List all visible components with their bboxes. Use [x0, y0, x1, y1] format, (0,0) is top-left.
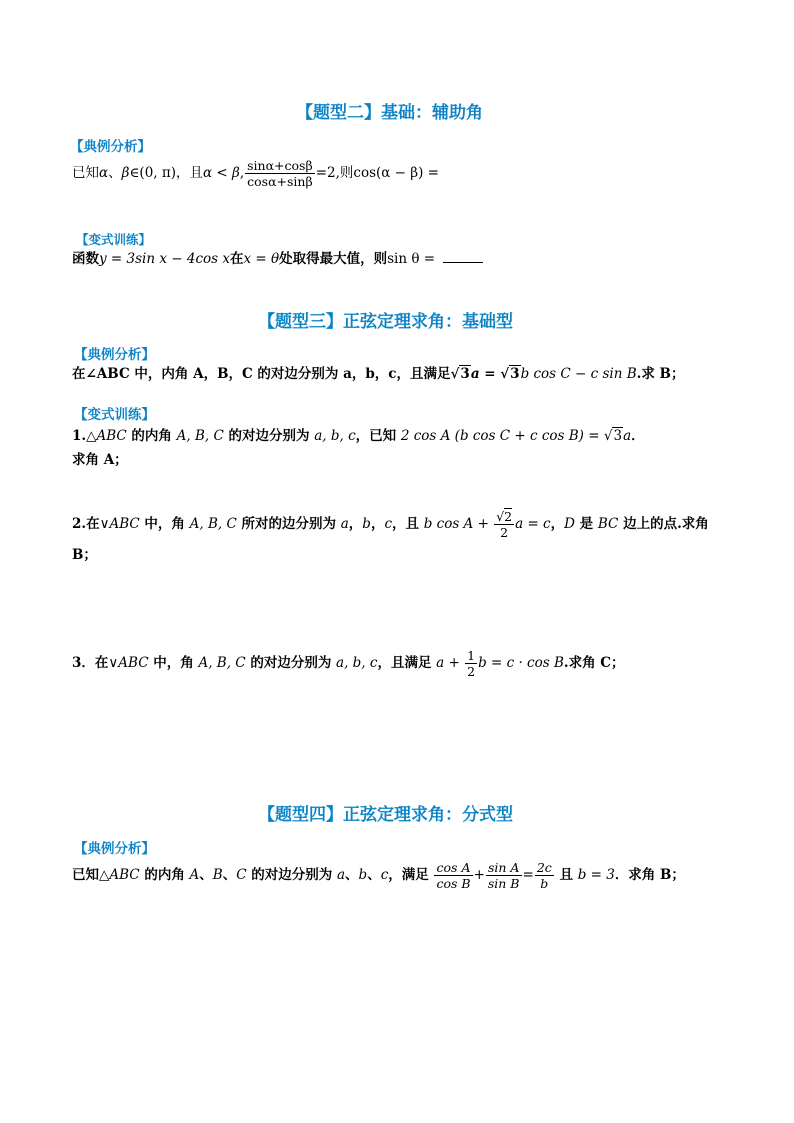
sqrt: √3 [603, 428, 623, 444]
text-segment: ∈(0, π)，且 [129, 165, 204, 181]
text-segment: 所对的边分别为 [236, 516, 341, 532]
question-number: 1. [72, 428, 87, 444]
fraction [486, 860, 522, 891]
math-expression: b = c · cos B [478, 655, 564, 671]
section-4-title: 【题型四】正弦定理求角：分式型 [258, 805, 513, 825]
math-var: D [564, 516, 575, 532]
math-expression: x = θ [243, 251, 280, 267]
text-segment: 中，角 [148, 655, 199, 671]
text-segment: ．求角 B； [614, 867, 685, 883]
text-segment: 的内角 [139, 867, 190, 883]
text-segment: ，且满足 [377, 655, 437, 671]
math-expression: b cos A + [423, 516, 494, 532]
math-triangle: △ABC [86, 428, 127, 444]
text-segment: 在∠ABC 中，内角 A，B，C 的对边分别为 a，b，c，且满足 [72, 366, 451, 382]
section-3-example-problem [72, 365, 684, 383]
section-4-example-label: 【典例分析】 [74, 841, 155, 857]
section-3-question-2-line-2: B； [72, 547, 97, 563]
math-var: B [212, 867, 223, 883]
math-var: c [380, 867, 389, 883]
fraction-denominator: 2 [467, 664, 476, 679]
fraction-denominator: cosα+sinβ [247, 174, 313, 189]
text-segment: 边上的点.求角 [618, 516, 709, 532]
math-var: c [384, 516, 392, 532]
text-segment: 的对边分别为 [245, 655, 337, 671]
math-angles: A, B, C [189, 516, 237, 532]
section-3-question-2: 2.在∨ABC 中，角 A, B, C 所对的边分别为 a，b，c，且 b cos A + $\frac{√2}{2}$ a = c，D 是 BC 边上的点.求角 [72, 509, 709, 540]
math-var: C [236, 867, 247, 883]
fraction [245, 158, 315, 189]
section-3-example-label: 【典例分析】 [74, 347, 155, 363]
section-4-example-problem [72, 860, 685, 891]
math-expression: 2 cos A (b cos C + c cos B) = [400, 428, 604, 444]
text-segment: 、 [367, 867, 381, 883]
math-expression: b cos C − c sin B [520, 366, 637, 382]
fraction-numerator: sin A [486, 860, 522, 876]
sqrt-radicand: 3 [613, 428, 623, 444]
sqrt: √3 [450, 366, 470, 382]
text-segment: , [239, 165, 245, 181]
section-2-variant-label: 【变式训练】 [76, 232, 152, 247]
math-var: a [336, 867, 346, 883]
fraction-numerator: 2c [536, 860, 552, 875]
section-3-title: 【题型三】正弦定理求角：基础型 [258, 312, 513, 332]
math-sides: a, b, c [336, 655, 378, 671]
fraction-denominator: sin B [487, 876, 520, 891]
math-var: BC [597, 516, 619, 532]
sqrt-radicand: 3 [510, 366, 520, 382]
question-number: 2.在 [72, 516, 100, 532]
text-segment: 、 [222, 867, 237, 883]
math-expression: a + [436, 655, 465, 671]
math-operator: + [473, 867, 485, 883]
fraction-denominator: 2 [500, 525, 509, 540]
text-segment: 的对边分别为 [246, 867, 337, 883]
math-var: b [358, 867, 368, 883]
math-inequality: α < β [203, 165, 240, 181]
fraction-denominator: b [540, 876, 549, 891]
text-segment: .求角 C； [563, 655, 625, 671]
math-equals: = [479, 366, 501, 382]
math-var: a [470, 366, 480, 382]
text-segment: 函数 [72, 251, 99, 267]
section-3-question-3 [72, 648, 625, 679]
section-3-variant-label: 【变式训练】 [74, 407, 155, 423]
text-segment: .求 B； [636, 366, 685, 382]
sqrt-radicand: 2 [504, 509, 513, 524]
answer-blank [443, 250, 483, 263]
math-expression: b = 3 [577, 867, 615, 883]
fraction-numerator: √2 [496, 509, 513, 524]
math-operator: = [522, 867, 534, 883]
math-sides: a, b, c [314, 428, 356, 444]
math-expression: a = c [515, 516, 551, 532]
fraction-numerator: sinα+cosβ [247, 158, 313, 173]
math-expression: sin θ = [387, 251, 436, 267]
text-segment: 、 [345, 867, 359, 883]
fraction [535, 860, 554, 891]
text-segment: ． [631, 428, 645, 444]
text-segment: 已知 [72, 165, 99, 181]
math-angles: A, B, C [176, 428, 224, 444]
fraction [465, 648, 477, 679]
question-number: 3．在 [72, 655, 109, 671]
fraction-denominator: cos B [436, 876, 471, 891]
math-var: b [362, 516, 371, 532]
fraction-numerator: 1 [467, 648, 476, 663]
text-segment: ，已知 [355, 428, 401, 444]
section-2-example-problem [72, 158, 439, 189]
sqrt: √3 [500, 366, 520, 382]
text-segment: 处取得最大值，则 [279, 251, 388, 267]
math-var: a [623, 428, 632, 444]
text-segment: 且 [554, 867, 578, 883]
text-segment: 、 [199, 867, 213, 883]
math-triangle: ∨ABC [99, 516, 140, 532]
text-segment: 已知 [72, 867, 99, 883]
text-segment: 是 [574, 516, 598, 532]
section-2-title: 【题型二】基础：辅助角 [296, 103, 483, 123]
sqrt-radicand: 3 [460, 366, 470, 382]
text-segment: 在 [229, 251, 244, 267]
text-segment: ，满足 [388, 867, 434, 883]
math-alpha: α [99, 165, 109, 181]
text-segment: 的内角 [126, 428, 177, 444]
section-2-example-label: 【典例分析】 [70, 139, 151, 155]
math-function: y = 3sin x − 4cos x [99, 251, 230, 267]
text-segment: ，且 [392, 516, 424, 532]
math-triangle: △ABC [99, 867, 140, 883]
text-segment: =2,则 [315, 165, 354, 181]
math-expression: cos(α − β) = [353, 165, 439, 181]
math-var: a [340, 516, 349, 532]
fraction-numerator: cos A [434, 860, 472, 876]
text-segment: 、 [108, 165, 122, 181]
text-segment: ， [550, 516, 565, 532]
math-triangle: ∨ABC [108, 655, 149, 671]
math-angles: A, B, C [198, 655, 246, 671]
section-2-variant-problem [72, 250, 483, 268]
math-beta: β [121, 165, 130, 181]
section-3-question-1 [72, 427, 645, 445]
math-var: A [189, 867, 200, 883]
fraction [494, 509, 514, 540]
fraction [434, 860, 472, 891]
text-segment: 中，角 [139, 516, 190, 532]
text-segment: 的对边分别为 [223, 428, 315, 444]
section-3-question-1-line-2: 求角 A； [72, 452, 128, 468]
